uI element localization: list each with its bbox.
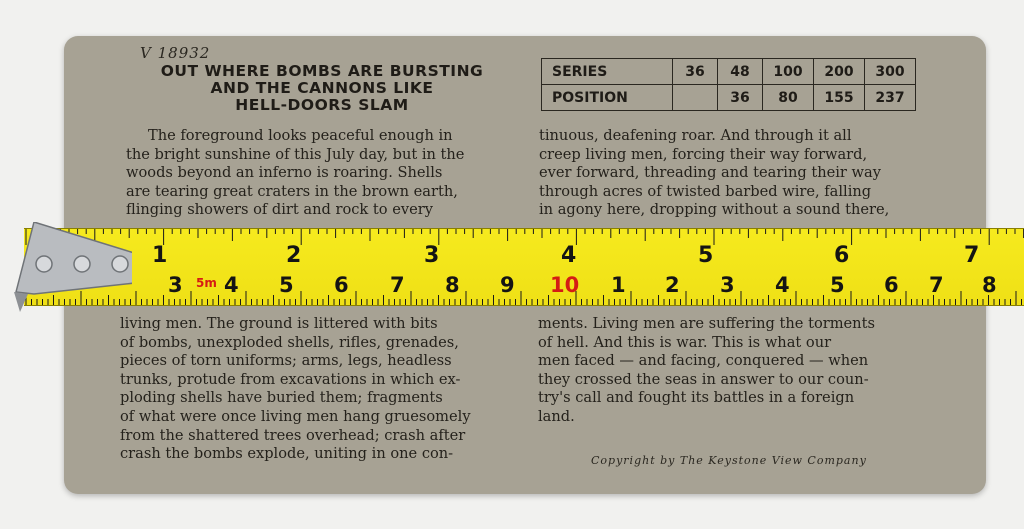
position-row	[542, 85, 916, 111]
series-cell: 200	[814, 59, 865, 85]
inch-label: 2	[286, 243, 302, 268]
series-row	[542, 59, 916, 85]
right-column-top	[539, 127, 917, 220]
text-line: flinging showers of dirt and rock to every	[126, 201, 433, 219]
cm-label: 8	[445, 273, 460, 297]
inch-label: 7	[964, 243, 980, 268]
position-header: POSITION	[542, 85, 673, 111]
inch-label: 1	[152, 243, 168, 268]
text-line: The foreground looks peaceful enough in	[148, 127, 453, 144]
text-line: of what were once living men hang gruesomely	[120, 407, 471, 425]
cm-label: 6	[334, 273, 349, 297]
series-cell: 300	[865, 59, 916, 85]
cm-label: 8	[982, 273, 997, 297]
headline-line-1: OUT WHERE BOMBS ARE BURSTING	[160, 62, 484, 80]
text-line: men faced — and facing, conquered — when	[538, 352, 869, 370]
series-header: SERIES	[542, 59, 673, 85]
cm-label: 3	[168, 273, 183, 297]
series-cell: 48	[718, 59, 763, 85]
text-line: ments. Living men are suffering the torments	[538, 315, 875, 332]
position-cell	[673, 85, 718, 111]
cm-label: 4	[224, 273, 239, 297]
cm-label: 6	[884, 273, 899, 297]
text-line: pieces of torn uniforms; arms, legs, headless	[120, 352, 452, 370]
right-column-bottom	[538, 315, 922, 427]
tape-length-mark: 5m	[196, 276, 217, 290]
position-cell: 80	[763, 85, 814, 111]
text-line: crash the bombs explode, uniting in one con-	[120, 445, 454, 463]
inch-label: 6	[834, 243, 850, 268]
text-line: tinuous, deafening roar. And through it all	[539, 127, 852, 144]
copyright-line: Copyright by The Keystone View Company	[591, 454, 867, 467]
headline-line-2: AND THE CANNONS LIKE	[210, 79, 434, 97]
cm-label: 3	[720, 273, 735, 297]
inch-label: 4	[561, 243, 577, 268]
cm-label: 4	[775, 273, 790, 297]
text-line: living men. The ground is littered with bits	[120, 315, 438, 332]
cm-label: 9	[500, 273, 515, 297]
text-line: trunks, protude from excavations in which ex-	[120, 370, 461, 388]
cm-label: 1	[611, 273, 626, 297]
tape-hook	[12, 222, 132, 312]
text-line: try's call and fought its battles in a foreign	[538, 389, 855, 407]
text-line: land.	[538, 407, 575, 425]
text-line: in agony here, dropping without a sound there,	[539, 201, 890, 219]
position-cell: 36	[718, 85, 763, 111]
position-cell: 155	[814, 85, 865, 111]
text-line: ever forward, threading and tearing their way	[539, 164, 881, 182]
left-column-bottom	[120, 315, 504, 464]
text-line: ploding shells have buried them; fragments	[120, 389, 443, 407]
left-column-top	[126, 127, 506, 220]
text-line: the bright sunshine of this July day, but in the	[126, 145, 465, 163]
cm-label: 5	[279, 273, 294, 297]
text-line: of hell. And this is war. This is what our	[538, 333, 832, 351]
position-cell: 237	[865, 85, 916, 111]
series-table	[541, 58, 916, 111]
headline-line-3: HELL-DOORS SLAM	[235, 96, 409, 114]
cm-label: 7	[929, 273, 944, 297]
text-line: of bombs, unexploded shells, rifles, grenades,	[120, 333, 459, 351]
text-line: woods beyond an inferno is roaring. Shells	[126, 164, 443, 182]
inch-label: 5	[698, 243, 714, 268]
catalog-number: V 18932	[140, 44, 211, 62]
text-line: they crossed the seas in answer to our coun-	[538, 370, 869, 388]
inch-label: 3	[424, 243, 440, 268]
text-line: creep living men, forcing their way forward,	[539, 145, 868, 163]
cm-label: 5	[830, 273, 845, 297]
cm-label: 7	[390, 273, 405, 297]
text-line: are tearing great craters in the brown earth,	[126, 182, 458, 200]
series-cell: 100	[763, 59, 814, 85]
series-cell: 36	[673, 59, 718, 85]
text-line: through acres of twisted barbed wire, falling	[539, 182, 872, 200]
cm-label-ten: 10	[550, 273, 580, 297]
headline	[126, 63, 518, 114]
measuring-tape	[24, 228, 1024, 306]
text-line: from the shattered trees overhead; crash after	[120, 426, 466, 444]
cm-label: 2	[665, 273, 680, 297]
